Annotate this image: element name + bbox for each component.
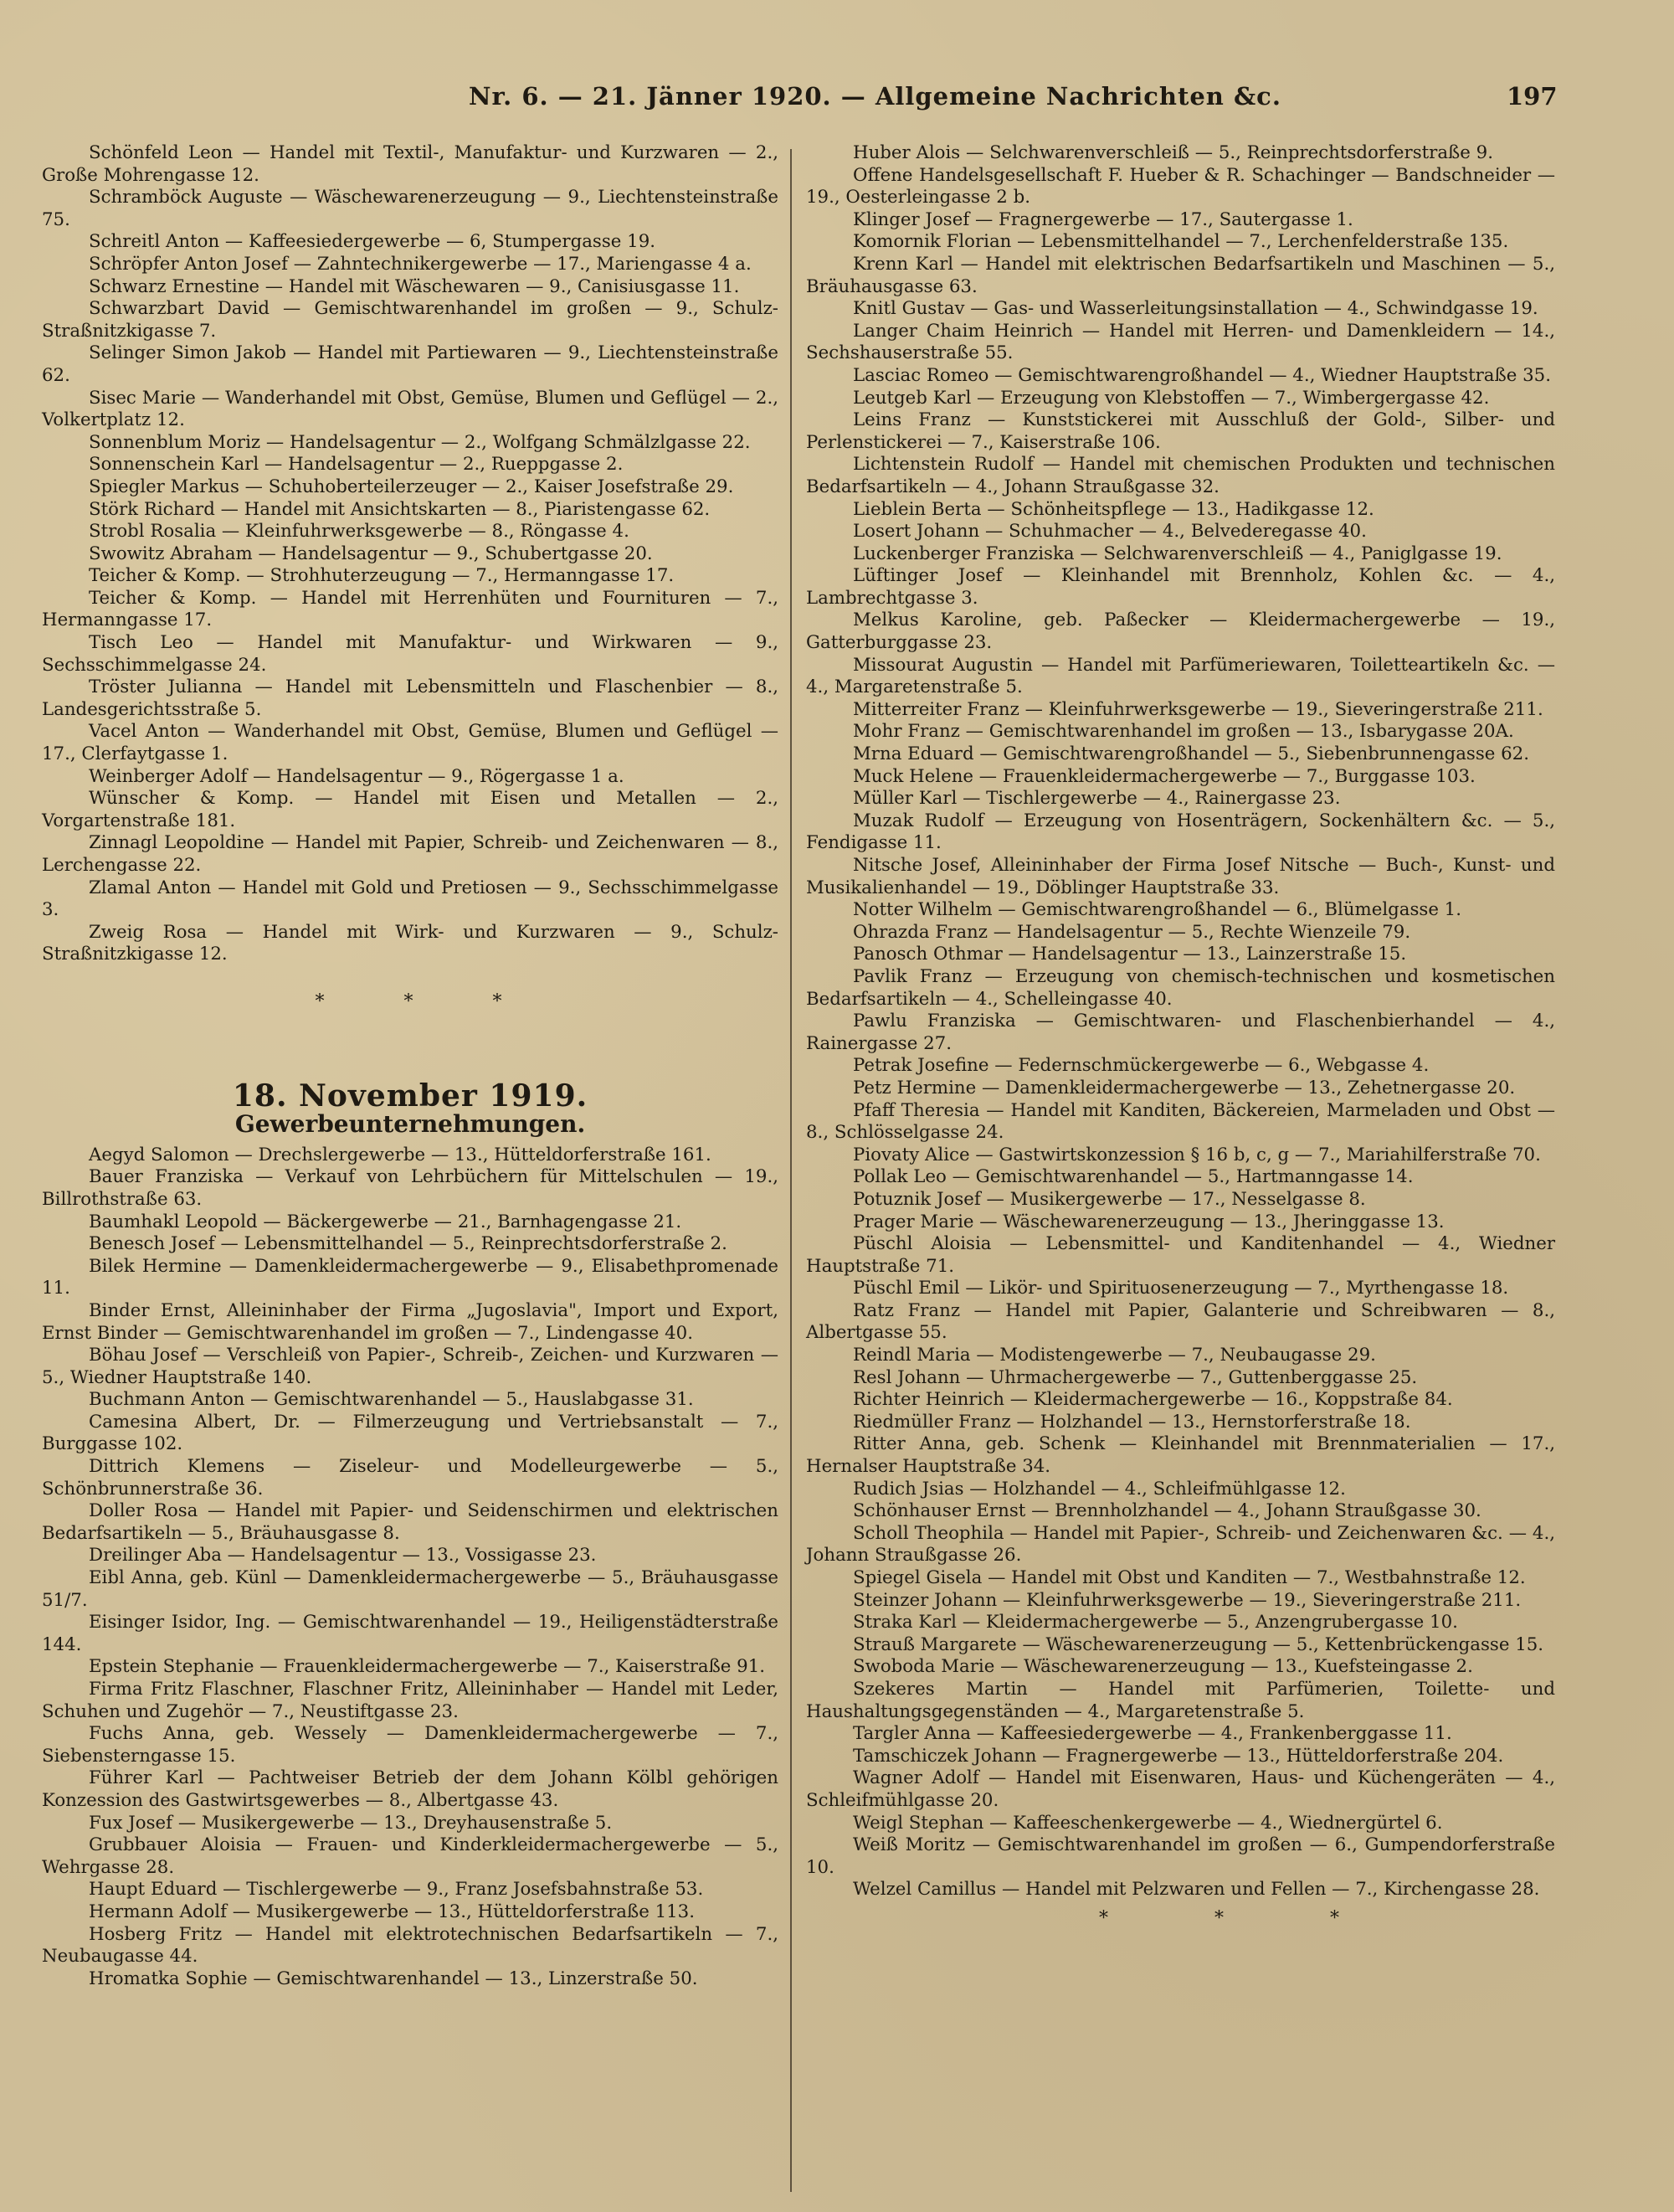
registry-entry: Mitterreiter Franz — Kleinfuhrwerksgewerbe — 19., Sieveringerstraße 211. xyxy=(853,698,1543,720)
registry-entry: Klinger Josef — Fragnergewerbe — 17., Sautergasse 1. xyxy=(853,208,1353,230)
section-subtitle: Gewerbeunternehmungen. xyxy=(234,1110,586,1139)
registry-entry: Notter Wilhelm — Gemischtwarengroßhandel — 6., Blümelgasse 1. xyxy=(853,899,1462,921)
registry-entry: Selinger Simon Jakob — Handel mit Partiewaren — 9., Liechtensteinstraße 62. xyxy=(42,342,778,386)
registry-entry: Lichtenstein Rudolf — Handel mit chemischen Produkten und technischen Bedarfsartikeln — 4., Johann Straußgasse 32. xyxy=(806,454,1555,497)
registry-entry: Zlamal Anton — Handel mit Gold und Pretiosen — 9., Sechsschimmelgasse 3. xyxy=(42,877,778,921)
registry-entry: Welzel Camillus — Handel mit Pelzwaren und Fellen — 7., Kirchengasse 28. xyxy=(853,1879,1540,1901)
registry-entry: Püschl Aloisia — Lebensmittel- und Kanditenhandel — 4., Wiedner Hauptstraße 71. xyxy=(806,1233,1555,1277)
registry-entry: Mohr Franz — Gemischtwarenhandel im großen — 13., Isbarygasse 20A. xyxy=(853,721,1514,743)
registry-entry: Schönhauser Ernst — Brennholzhandel — 4., Johann Straußgasse 30. xyxy=(853,1500,1481,1522)
registry-entry: Führer Karl — Pachtweiser Betrieb der dem Johann Kölbl gehörigen Konzession des Gastwirtsgewerbes — 8., Albertgasse 43. xyxy=(42,1767,778,1811)
registry-entry: Wünscher & Komp. — Handel mit Eisen und Metallen — 2., Vorgartenstraße 181. xyxy=(42,788,778,831)
registry-entry: Bilek Hermine — Damenkleidermachergewerbe — 9., Elisabethpromenade 11. xyxy=(42,1255,778,1299)
registry-entry: Sonnenblum Moriz — Handelsagentur — 2., Wolfgang Schmälzlgasse 22. xyxy=(89,431,751,453)
registry-entry: Fuchs Anna, geb. Wessely — Damenkleidermachergewerbe — 7., Siebensterngasse 15. xyxy=(42,1723,778,1767)
registry-entry: Benesch Josef — Lebensmittelhandel — 5., Reinprechtsdorferstraße 2. xyxy=(89,1233,727,1255)
registry-entry: Hermann Adolf — Musikergewerbe — 13., Hütteldorferstraße 113. xyxy=(89,1901,696,1922)
registry-entry: Schwarz Ernestine — Handel mit Wäschewaren — 9., Canisiusgasse 11. xyxy=(89,275,740,297)
registry-entry: Spiegler Markus — Schuhoberteilerzeuger — 2., Kaiser Josefstraße 29. xyxy=(89,476,734,497)
right-column xyxy=(806,142,1555,1931)
registry-entry: Schröpfer Anton Josef — Zahntechnikergewerbe — 17., Mariengasse 4 a. xyxy=(89,253,752,275)
registry-entry: Huber Alois — Selchwarenverschleiß — 5., Reinprechtsdorferstraße 9. xyxy=(853,142,1493,163)
left-column xyxy=(42,142,778,1990)
registry-entry: Firma Fritz Flaschner, Flaschner Fritz, Alleininhaber — Handel mit Leder, Schuhen und Zugehör — 7., Neustiftgasse 23. xyxy=(42,1679,778,1722)
registry-entry: Losert Johann — Schuhmacher — 4., Belvederegasse 40. xyxy=(853,521,1367,543)
right-entry-list xyxy=(806,142,1555,1901)
registry-entry: Zinnagl Leopoldine — Handel mit Papier, Schreib- und Zeichenwaren — 8., Lerchengasse 22. xyxy=(42,832,778,876)
registry-entry: Offene Handelsgesellschaft F. Hueber & R. Schachinger — Bandschneider — 19., Oesterleingasse 2 b. xyxy=(806,164,1555,208)
registry-entry: Teicher & Komp. — Strohhuterzeugung — 7., Hermanngasse 17. xyxy=(89,565,675,587)
registry-entry: Langer Chaim Heinrich — Handel mit Herren- und Damenkleidern — 14., Sechshauserstraße 55. xyxy=(806,320,1555,364)
registry-entry: Richter Heinrich — Kleidermachergewerbe — 16., Koppstraße 84. xyxy=(853,1389,1453,1411)
registry-entry: Petrak Josefine — Federnschmückergewerbe — 6., Webgasse 4. xyxy=(853,1055,1430,1077)
registry-entry: Ohrazda Franz — Handelsagentur — 5., Rechte Wienzeile 79. xyxy=(853,921,1411,943)
section-separator-stars: * * * xyxy=(315,990,539,1012)
registry-entry: Scholl Theophila — Handel mit Papier-, Schreib- und Zeichenwaren &c. — 4., Johann Straußgasse 26. xyxy=(806,1522,1555,1566)
registry-entry: Schreitl Anton — Kaffeesiedergewerbe — 6, Stumpergasse 19. xyxy=(89,231,656,253)
registry-entry: Baumhakl Leopold — Bäckergewerbe — 21., Barnhagengasse 21. xyxy=(89,1211,682,1232)
registry-entry: Buchmann Anton — Gemischtwarenhandel — 5., Hauslabgasse 31. xyxy=(89,1389,694,1411)
left-entry-list-bottom xyxy=(42,1145,778,1991)
registry-entry: Camesina Albert, Dr. — Filmerzeugung und Vertriebsanstalt — 7., Burggasse 102. xyxy=(42,1411,778,1455)
registry-entry: Ritter Anna, geb. Schenk — Kleinhandel mit Brennmaterialien — 17., Hernalser Hauptstraße 34. xyxy=(806,1433,1555,1478)
registry-entry: Tröster Julianna — Handel mit Lebensmitteln und Flaschenbier — 8., Landesgerichtsstraße 5. xyxy=(42,676,778,720)
registry-entry: Lieblein Berta — Schönheitspflege — 13., Hadikgasse 12. xyxy=(853,498,1374,520)
registry-entry: Straka Karl — Kleidermachergewerbe — 5., Anzengrubergasse 10. xyxy=(853,1612,1458,1633)
registry-entry: Pfaff Theresia — Handel mit Kanditen, Bäckereien, Marmeladen und Obst — 8., Schlösselgasse 24. xyxy=(806,1099,1555,1144)
registry-entry: Bauer Franziska — Verkauf von Lehrbüchern für Mittelschulen — 19., Billrothstraße 63. xyxy=(42,1166,778,1210)
end-stars: * * * xyxy=(1099,1907,1389,1929)
registry-entry: Spiegel Gisela — Handel mit Obst und Kanditen — 7., Westbahnstraße 12. xyxy=(853,1567,1526,1588)
registry-entry: Reindl Maria — Modistengewerbe — 7., Neubaugasse 29. xyxy=(853,1345,1376,1366)
registry-entry: Targler Anna — Kaffeesiedergewerbe — 4., Frankenberggasse 11. xyxy=(853,1723,1452,1745)
registry-entry: Tisch Leo — Handel mit Manufaktur- und Wirkwaren — 9., Sechsschimmelgasse 24. xyxy=(42,632,778,676)
registry-entry: Steinzer Johann — Kleinfuhrwerksgewerbe — 19., Sieveringerstraße 211. xyxy=(853,1589,1522,1611)
registry-entry: Melkus Karoline, geb. Paßecker — Kleidermachergewerbe — 19., Gatterburggasse 23. xyxy=(806,610,1555,654)
registry-entry: Hosberg Fritz — Handel mit elektrotechnischen Bedarfsartikeln — 7., Neubaugasse 44. xyxy=(42,1923,778,1968)
registry-entry: Pavlik Franz — Erzeugung von chemisch-technischen und kosmetischen Bedarfsartikeln — 4., Schelleingasse 40. xyxy=(806,965,1555,1010)
registry-entry: Swoboda Marie — Wäschewarenerzeugung — 13., Kuefsteingasse 2. xyxy=(853,1656,1473,1678)
registry-entry: Fux Josef — Musikergewerbe — 13., Dreyhausenstraße 5. xyxy=(89,1812,613,1834)
registry-entry: Sonnenschein Karl — Handelsagentur — 2., Rueppgasse 2. xyxy=(89,454,624,476)
registry-entry: Muzak Rudolf — Erzeugung von Hosenträgern, Sockenhältern &c. — 5., Fendigasse 11. xyxy=(806,810,1555,854)
registry-entry: Aegyd Salomon — Drechslergewerbe — 13., Hütteldorferstraße 161. xyxy=(89,1144,711,1165)
registry-entry: Strauß Margarete — Wäschewarenerzeugung — 5., Kettenbrückengasse 15. xyxy=(853,1633,1544,1655)
registry-entry: Eisinger Isidor, Ing. — Gemischtwarenhandel — 19., Heiligenstädterstraße 144. xyxy=(42,1612,778,1655)
registry-entry: Weinberger Adolf — Handelsagentur — 9., Rögergasse 1 a. xyxy=(89,765,624,787)
registry-entry: Müller Karl — Tischlergewerbe — 4., Rainergasse 23. xyxy=(853,788,1341,810)
registry-entry: Ratz Franz — Handel mit Papier, Galanterie und Schreibwaren — 8., Albertgasse 55. xyxy=(806,1299,1555,1344)
registry-entry: Weiß Moritz — Gemischtwarenhandel im großen — 6., Gumpendorferstraße 10. xyxy=(806,1834,1555,1878)
section-date-heading: 18. November 1919. xyxy=(232,1078,588,1114)
registry-entry: Nitsche Josef, Alleininhaber der Firma Josef Nitsche — Buch-, Kunst- und Musikalienhandel — 19., Döblinger Hauptstraße 33. xyxy=(806,855,1555,898)
registry-entry: Szekeres Martin — Handel mit Parfümerien, Toilette- und Haushaltungsgegenständen — 4., Margaretenstraße 5. xyxy=(806,1678,1555,1722)
registry-entry: Störk Richard — Handel mit Ansichtskarten — 8., Piaristengasse 62. xyxy=(89,498,711,520)
registry-entry: Potuznik Josef — Musikergewerbe — 17., Nesselgasse 8. xyxy=(853,1188,1366,1210)
page-number: 197 xyxy=(1507,82,1558,111)
registry-entry: Schramböck Auguste — Wäschewarenerzeugung — 9., Liechtensteinstraße 75. xyxy=(42,187,778,230)
registry-entry: Schönfeld Leon — Handel mit Textil-, Manufaktur- und Kurzwaren — 2., Große Mohrengasse 12. xyxy=(42,142,778,186)
registry-entry: Strobl Rosalia — Kleinfuhrwerksgewerbe — 8., Röngasse 4. xyxy=(89,521,629,543)
registry-entry: Panosch Othmar — Handelsagentur — 13., Lainzerstraße 15. xyxy=(853,944,1407,965)
registry-entry: Riedmüller Franz — Holzhandel — 13., Hernstorferstraße 18. xyxy=(853,1411,1411,1433)
left-entry-list-top xyxy=(42,142,778,966)
registry-entry: Muck Helene — Frauenkleidermachergewerbe — 7., Burggasse 103. xyxy=(853,765,1476,787)
registry-entry: Dittrich Klemens — Ziseleur- und Modelleurgewerbe — 5., Schönbrunnerstraße 36. xyxy=(42,1456,778,1500)
registry-entry: Tamschiczek Johann — Fragnergewerbe — 13., Hütteldorferstraße 204. xyxy=(853,1745,1504,1767)
registry-entry: Missourat Augustin — Handel mit Parfümeriewaren, Toiletteartikeln &c. — 4., Margaretenstraße 5. xyxy=(806,654,1555,698)
registry-entry: Rudich Jsias — Holzhandel — 4., Schleifmühlgasse 12. xyxy=(853,1478,1346,1500)
registry-entry: Doller Rosa — Handel mit Papier- und Seidenschirmen und elektrischen Bedarfsartikeln — 5., Bräuhausgasse 8. xyxy=(42,1500,778,1544)
registry-entry: Dreilinger Aba — Handelsagentur — 13., Vossigasse 23. xyxy=(89,1545,597,1566)
registry-entry: Püschl Emil — Likör- und Spirituosenerzeugung — 7., Myrthengasse 18. xyxy=(853,1278,1509,1299)
registry-entry: Sisec Marie — Wanderhandel mit Obst, Gemüse, Blumen und Geflügel — 2., Volkertplatz 12. xyxy=(42,387,778,431)
registry-entry: Mrna Eduard — Gemischtwarengroßhandel — 5., Siebenbrunnengasse 62. xyxy=(853,743,1529,765)
registry-entry: Luckenberger Franziska — Selchwarenverschleiß — 4., Paniglgasse 19. xyxy=(853,543,1502,564)
registry-entry: Hromatka Sophie — Gemischtwarenhandel — 13., Linzerstraße 50. xyxy=(89,1968,698,1989)
registry-entry: Wagner Adolf — Handel mit Eisenwaren, Haus- und Küchengeräten — 4., Schleifmühlgasse 20. xyxy=(806,1767,1555,1811)
registry-entry: Piovaty Alice — Gastwirtskonzession § 16 b, c, g — 7., Mariahilferstraße 70. xyxy=(853,1144,1541,1165)
registry-entry: Grubbauer Aloisia — Frauen- und Kinderkleidermachergewerbe — 5., Wehrgasse 28. xyxy=(42,1834,778,1878)
registry-entry: Vacel Anton — Wanderhandel mit Obst, Gemüse, Blumen und Geflügel — 17., Clerfaytgasse 1. xyxy=(42,721,778,765)
registry-entry: Haupt Eduard — Tischlergewerbe — 9., Franz Josefsbahnstraße 53. xyxy=(89,1879,704,1901)
registry-entry: Knitl Gustav — Gas- und Wasserleitungsinstallation — 4., Schwindgasse 19. xyxy=(853,298,1538,320)
registry-entry: Leutgeb Karl — Erzeugung von Klebstoffen — 7., Wimbergergasse 42. xyxy=(853,387,1490,409)
registry-entry: Prager Marie — Wäschewarenerzeugung — 13., Jheringgasse 13. xyxy=(853,1211,1445,1232)
registry-entry: Schwarzbart David — Gemischtwarenhandel im großen — 9., Schulz-Straßnitzkigasse 7. xyxy=(42,298,778,342)
registry-entry: Petz Hermine — Damenkleidermachergewerbe — 13., Zehetnergasse 20. xyxy=(853,1077,1516,1098)
registry-entry: Krenn Karl — Handel mit elektrischen Bedarfsartikeln und Maschinen — 5., Bräuhausgasse 63. xyxy=(806,253,1555,297)
registry-entry: Swowitz Abraham — Handelsagentur — 9., Schubertgasse 20. xyxy=(89,543,653,564)
registry-entry: Teicher & Komp. — Handel mit Herrenhüten und Fournituren — 7., Hermanngasse 17. xyxy=(42,587,778,631)
registry-entry: Pollak Leo — Gemischtwarenhandel — 5., Hartmanngasse 14. xyxy=(853,1166,1414,1188)
registry-entry: Epstein Stephanie — Frauenkleidermachergewerbe — 7., Kaiserstraße 91. xyxy=(89,1656,766,1678)
registry-entry: Lüftinger Josef — Kleinhandel mit Brennholz, Kohlen &c. — 4., Lambrechtgasse 3. xyxy=(806,565,1555,609)
registry-entry: Binder Ernst, Alleininhaber der Firma „Jugoslavia", Import und Export, Ernst Binder — Gemischtwarenhandel im großen — 7., Lindengasse 40. xyxy=(42,1299,778,1344)
registry-entry: Komornik Florian — Lebensmittelhandel — 7., Lerchenfelderstraße 135. xyxy=(853,231,1509,253)
registry-entry: Böhau Josef — Verschleiß von Papier-, Schreib-, Zeichen- und Kurzwaren — 5., Wiedner Hauptstraße 140. xyxy=(42,1345,778,1388)
registry-entry: Weigl Stephan — Kaffeeschenkergewerbe — 4., Wiednergürtel 6. xyxy=(853,1812,1443,1834)
registry-entry: Leins Franz — Kunststickerei mit Ausschluß der Gold-, Silber- und Perlenstickerei — 7., Kaiserstraße 106. xyxy=(806,409,1555,453)
registry-entry: Resl Johann — Uhrmachergewerbe — 7., Guttenberggasse 25. xyxy=(853,1366,1418,1388)
registry-entry: Pawlu Franziska — Gemischtwaren- und Flaschenbierhandel — 4., Rainergasse 27. xyxy=(806,1011,1555,1054)
column-divider xyxy=(790,149,792,2192)
registry-entry: Zweig Rosa — Handel mit Wirk- und Kurzwaren — 9., Schulz-Straßnitzkigasse 12. xyxy=(42,921,778,965)
page-header: Nr. 6. — 21. Jänner 1920. — Allgemeine Nachrichten &c. xyxy=(469,82,1281,111)
registry-entry: Eibl Anna, geb. Künl — Damenkleidermachergewerbe — 5., Bräuhausgasse 51/7. xyxy=(42,1567,778,1611)
registry-entry: Lasciac Romeo — Gemischtwarengroßhandel — 4., Wiedner Hauptstraße 35. xyxy=(853,364,1551,386)
